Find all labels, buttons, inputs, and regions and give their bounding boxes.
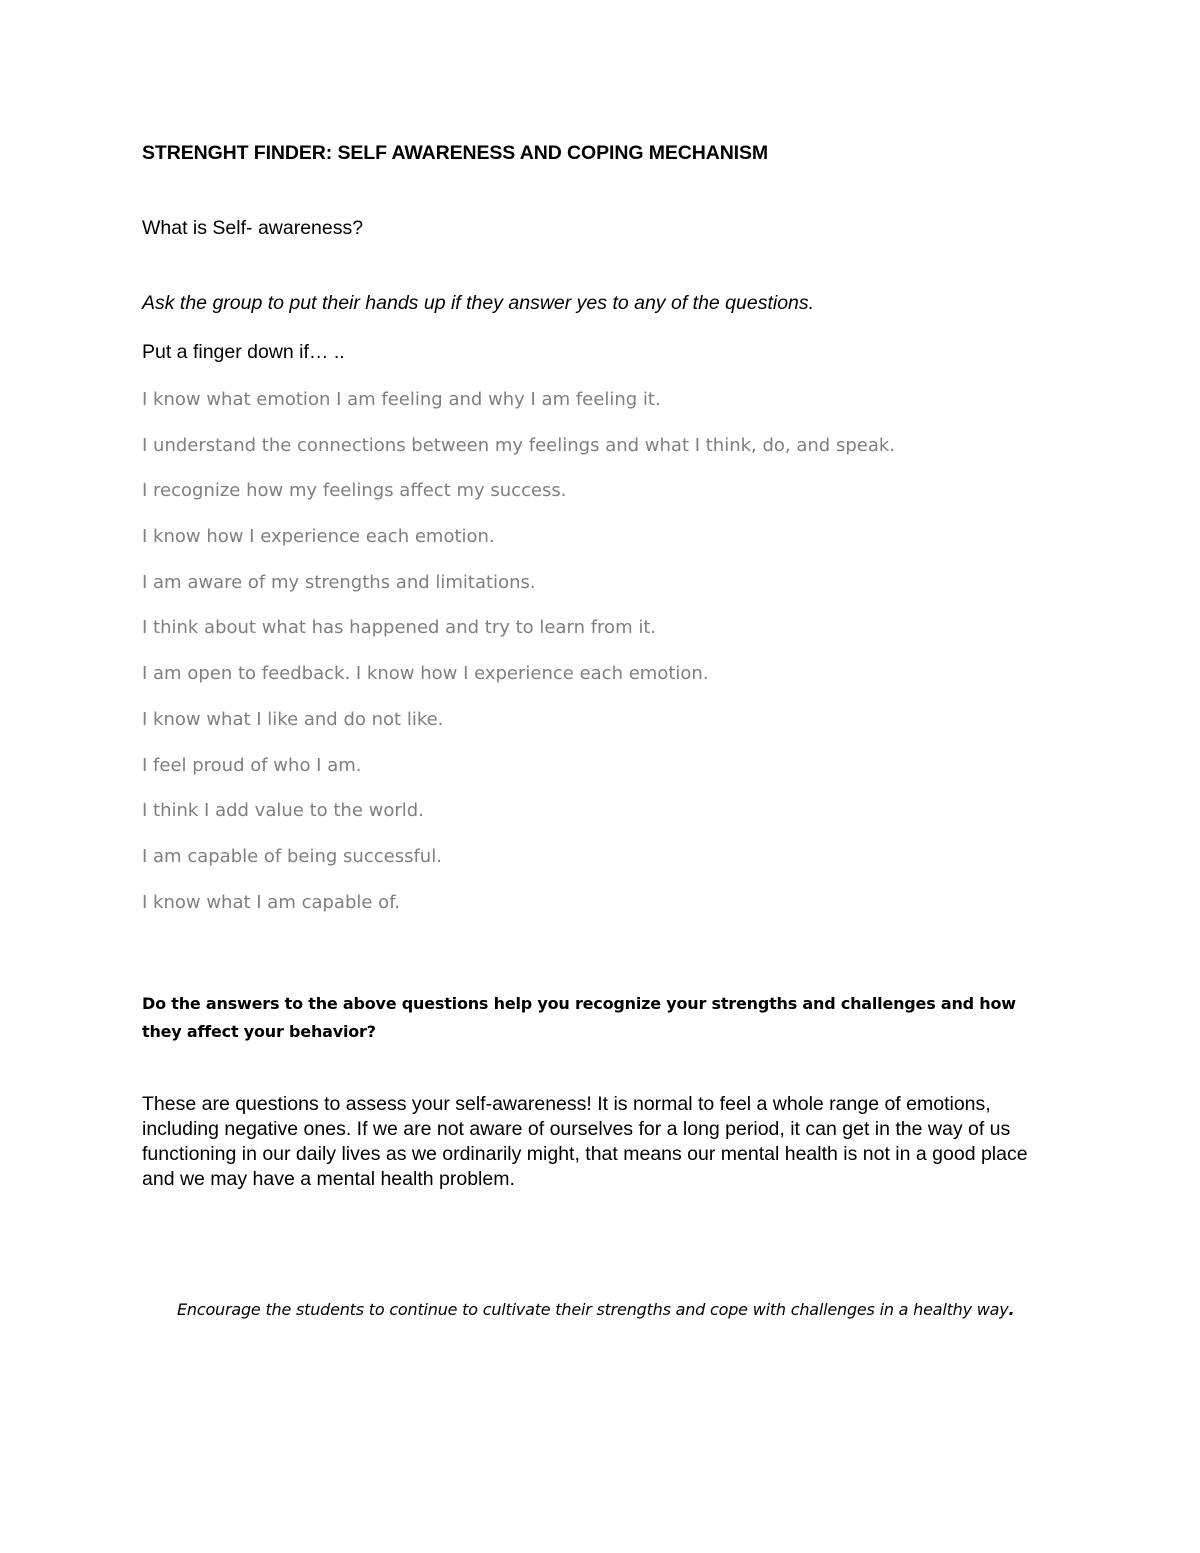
statement-item: I know what I like and do not like.: [142, 708, 444, 730]
statement-item: I understand the connections between my feelings and what I think, do, and speak.: [142, 434, 896, 456]
section-question: What is Self- awareness?: [142, 217, 364, 239]
statement-item: I am open to feedback. I know how I experience each emotion.: [142, 663, 709, 685]
encouragement-text: Encourage the students to continue to cultivate their strengths and cope with challenges in a healthy way: [177, 1300, 1009, 1319]
document-title: STRENGHT FINDER: SELF AWARENESS AND COPING MECHANISM: [142, 142, 769, 164]
reflection-question: Do the answers to the above questions help you recognize your strengths and challenges and how they affect your behavior?: [142, 994, 1016, 1041]
statement-item: I know how I experience each emotion.: [142, 526, 495, 548]
statement-list: [142, 388, 895, 936]
statement-item: I am aware of my strengths and limitations.: [142, 571, 536, 593]
statement-item: I think I add value to the world.: [142, 800, 424, 822]
encouragement-note: [177, 1296, 1067, 1324]
statement-item: I think about what has happened and try to learn from it.: [142, 617, 657, 639]
statement-prompt: Put a finger down if… ..: [142, 341, 345, 363]
statement-item: I know what emotion I am feeling and why I am feeling it.: [142, 389, 661, 410]
facilitator-instruction: Ask the group to put their hands up if they answer yes to any of the questions.: [142, 292, 815, 314]
explanation-paragraph: These are questions to assess your self-awareness! It is normal to feel a whole range of emotions, including negative ones. If we are not aware of ourselves for a long period, it can get in the way of us functioning in our daily lives as we ordinarily might, that means our mental health is not in a good place and we may have a mental health problem.: [142, 1093, 1028, 1190]
statement-item: I know what I am capable of.: [142, 891, 400, 913]
statement-item: I am capable of being successful.: [142, 845, 442, 867]
statement-item: I recognize how my feelings affect my success.: [142, 480, 567, 502]
statement-item: I feel proud of who I am.: [142, 754, 362, 776]
encouragement-period: .: [1008, 1300, 1015, 1319]
